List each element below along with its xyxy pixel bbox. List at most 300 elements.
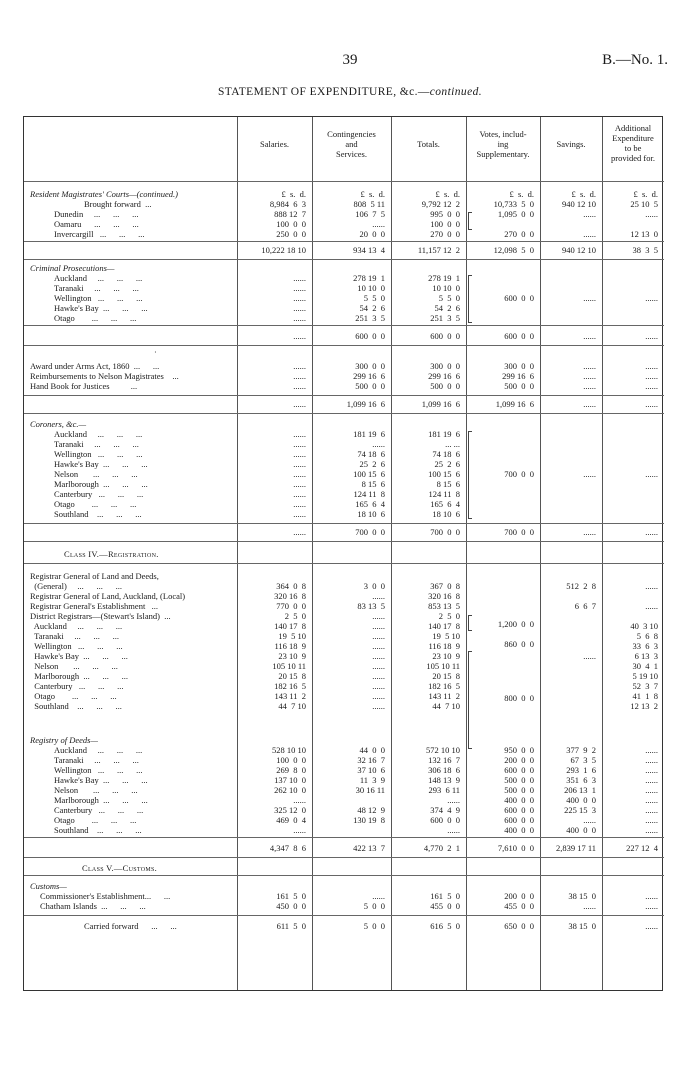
cell-sav: 225 15 3 bbox=[564, 805, 596, 815]
row-label: Nelson ... ... ... bbox=[54, 469, 138, 479]
row-divider bbox=[24, 181, 664, 182]
cell-add: 41 1 8 bbox=[632, 691, 658, 701]
cell-con: 25 2 6 bbox=[359, 459, 385, 469]
cell-con: 300 0 0 bbox=[355, 361, 385, 371]
cell-add: ...... bbox=[645, 755, 658, 765]
cell-vote: 500 0 0 bbox=[504, 785, 534, 795]
row-label: Wellington ... ... ... bbox=[30, 641, 123, 651]
cell-sal: ...... bbox=[293, 469, 306, 479]
cell-tot: 251 3 5 bbox=[430, 313, 460, 323]
cell-sav: 2,839 17 11 bbox=[555, 843, 596, 853]
cell-add: 25 10 5 bbox=[630, 199, 658, 209]
cell-add: ...... bbox=[645, 745, 658, 755]
row-label: Hawke's Bay ... ... ... bbox=[54, 775, 148, 785]
cell-add: 227 12 4 bbox=[626, 843, 658, 853]
cell-con: 10 10 0 bbox=[357, 283, 385, 293]
row-label: Registrar General's Establishment ... bbox=[30, 601, 159, 611]
cell-vote: 600 0 0 bbox=[504, 765, 534, 775]
cell-tot: 25 2 6 bbox=[434, 459, 460, 469]
cell-sav: ...... bbox=[583, 229, 596, 239]
cell-add: 52 3 7 bbox=[632, 681, 658, 691]
cell-tot: 306 18 6 bbox=[428, 765, 460, 775]
cell-con: 54 2 6 bbox=[359, 303, 385, 313]
row-label: Hawke's Bay ... ... ... bbox=[54, 303, 148, 313]
row-label: Marlborough ... ... ... bbox=[54, 479, 148, 489]
column-divider bbox=[540, 117, 541, 990]
row-divider bbox=[24, 837, 664, 838]
cell-sal: 10,222 18 10 bbox=[261, 245, 306, 255]
cell-sav: ...... bbox=[583, 361, 596, 371]
cell-vote: 500 0 0 bbox=[504, 775, 534, 785]
class-heading: Class V.—Customs. bbox=[82, 863, 158, 873]
cell-con: ...... bbox=[372, 611, 385, 621]
row-divider bbox=[24, 241, 664, 242]
cell-sal: ...... bbox=[293, 479, 306, 489]
cell-add: ...... bbox=[645, 765, 658, 775]
column-header: Savings. bbox=[556, 139, 586, 149]
cell-sal: 450 0 0 bbox=[276, 901, 306, 911]
row-divider bbox=[24, 857, 664, 858]
cell-sav: 38 15 0 bbox=[568, 921, 596, 931]
cell-tot: 161 5 0 bbox=[430, 891, 460, 901]
cell-con: 30 16 11 bbox=[355, 785, 385, 795]
section-heading: Customs— bbox=[30, 881, 67, 891]
cell-add: 33 6 3 bbox=[632, 641, 658, 651]
cell-con: 3 0 0 bbox=[363, 581, 385, 591]
brace bbox=[468, 212, 472, 230]
cell-sal: ...... bbox=[293, 331, 306, 341]
cell-tot: 600 0 0 bbox=[430, 331, 460, 341]
cell-sal: ...... bbox=[293, 825, 306, 835]
cell-sal: 105 10 11 bbox=[272, 661, 306, 671]
cell-sav: 293 1 6 bbox=[566, 765, 596, 775]
cell-sal: 20 15 8 bbox=[278, 671, 306, 681]
cell-tot: 616 5 0 bbox=[430, 921, 460, 931]
cell-add: ...... bbox=[645, 805, 658, 815]
row-label: Brought forward ... bbox=[84, 199, 152, 209]
cell-tot: 54 2 6 bbox=[434, 303, 460, 313]
row-label: Award under Arms Act, 1860 ... ... bbox=[30, 361, 160, 371]
row-label: Otago ... ... ... bbox=[30, 691, 117, 701]
cell-sav: 400 0 0 bbox=[566, 825, 596, 835]
cell-con: ...... bbox=[372, 631, 385, 641]
page-title bbox=[0, 86, 700, 98]
page-title-main: STATEMENT OF EXPENDITURE, &c.— bbox=[217, 86, 430, 98]
section-heading: Registry of Deeds— bbox=[30, 735, 98, 745]
brace bbox=[468, 615, 472, 631]
cell-sav: 377 9 2 bbox=[566, 745, 596, 755]
cell-add: ...... bbox=[645, 825, 658, 835]
cell-tot: 2 5 0 bbox=[438, 611, 460, 621]
cell-con: 130 19 8 bbox=[353, 815, 385, 825]
cell-tot: 572 10 10 bbox=[426, 745, 460, 755]
cell-tot: 20 15 8 bbox=[432, 671, 460, 681]
cell-con: 74 18 6 bbox=[357, 449, 385, 459]
cell-vote: 200 0 0 bbox=[504, 755, 534, 765]
row-label: Dunedin ... ... ... bbox=[54, 209, 139, 219]
cell-tot: 500 0 0 bbox=[430, 381, 460, 391]
cell-sav: 400 0 0 bbox=[566, 795, 596, 805]
cell-add: 6 13 3 bbox=[634, 651, 658, 661]
row-label: Oamaru ... ... ... bbox=[54, 219, 139, 229]
cell-tot: ...... bbox=[447, 825, 460, 835]
cell-vote: 400 0 0 bbox=[504, 825, 534, 835]
cell-tot: 300 0 0 bbox=[430, 361, 460, 371]
column-divider bbox=[466, 117, 467, 990]
cell-tot: 44 7 10 bbox=[432, 701, 460, 711]
cell-sal: 250 0 0 bbox=[276, 229, 306, 239]
cell-add: 5 6 8 bbox=[636, 631, 658, 641]
cell-sal: 888 12 7 bbox=[274, 209, 306, 219]
cell-tot: 4,770 2 1 bbox=[423, 843, 460, 853]
cell-con: ...... bbox=[372, 681, 385, 691]
cell-tot: 148 13 9 bbox=[428, 775, 460, 785]
cell-tot: 165 6 4 bbox=[430, 499, 460, 509]
cell-tot: ...... bbox=[447, 795, 460, 805]
cell-sal: ...... bbox=[293, 303, 306, 313]
cell-add: ...... bbox=[645, 331, 658, 341]
cell-con: 5 5 0 bbox=[363, 293, 385, 303]
cell-sal: 182 16 5 bbox=[274, 681, 306, 691]
cell-sav: 206 13 1 bbox=[564, 785, 596, 795]
cell-con: 106 7 5 bbox=[355, 209, 385, 219]
cell-sal: 140 17 8 bbox=[274, 621, 306, 631]
cell-sal: 269 8 0 bbox=[276, 765, 306, 775]
cell-con: 48 12 9 bbox=[357, 805, 385, 815]
cell-sav: ...... bbox=[583, 293, 596, 303]
cell-vote: 500 0 0 bbox=[504, 381, 534, 391]
cell-sav: ...... bbox=[583, 209, 596, 219]
cell-vote: 270 0 0 bbox=[504, 229, 534, 239]
cell-con: 700 0 0 bbox=[355, 527, 385, 537]
cell-vote: 455 0 0 bbox=[504, 901, 534, 911]
cell-sav: ...... bbox=[583, 331, 596, 341]
cell-tot: 143 11 2 bbox=[428, 691, 460, 701]
cell-tot: 140 17 8 bbox=[428, 621, 460, 631]
row-label: Nelson ... ... ... bbox=[54, 785, 138, 795]
cell-con: ...... bbox=[372, 701, 385, 711]
cell-con: 251 3 5 bbox=[355, 313, 385, 323]
row-label: Hand Book for Justices ... bbox=[30, 381, 138, 391]
cell-sal: ...... bbox=[293, 399, 306, 409]
cell-sal: ...... bbox=[293, 795, 306, 805]
cell-con: 44 0 0 bbox=[359, 745, 385, 755]
cell-sal: ...... bbox=[293, 429, 306, 439]
cell-con: ...... bbox=[372, 621, 385, 631]
cell-tot: 270 0 0 bbox=[430, 229, 460, 239]
cell-add: ...... bbox=[645, 399, 658, 409]
cell-add: ...... bbox=[645, 901, 658, 911]
cell-tot: 367 0 8 bbox=[430, 581, 460, 591]
section-heading: Resident Magistrates' Courts—(continued.) bbox=[30, 189, 178, 199]
cell-add: ...... bbox=[645, 775, 658, 785]
row-divider bbox=[24, 345, 664, 346]
cell-con: 32 16 7 bbox=[357, 755, 385, 765]
cell-con: ...... bbox=[372, 661, 385, 671]
cell-sal: 116 18 9 bbox=[274, 641, 306, 651]
cell-con: 124 11 8 bbox=[353, 489, 385, 499]
cell-sal: 161 5 0 bbox=[276, 891, 306, 901]
cell-tot: 100 15 6 bbox=[428, 469, 460, 479]
expenditure-table bbox=[23, 116, 663, 991]
cell-con: ...... bbox=[372, 219, 385, 229]
cell-vote: 299 16 6 bbox=[502, 371, 534, 381]
cell-sal: 770 0 0 bbox=[276, 601, 306, 611]
cell-vote: 600 0 0 bbox=[504, 805, 534, 815]
cell-tot: 18 10 6 bbox=[432, 509, 460, 519]
cell-sav: ...... bbox=[583, 381, 596, 391]
cell-add: ...... bbox=[645, 361, 658, 371]
cell-tot: 124 11 8 bbox=[428, 489, 460, 499]
cell-vote: 950 0 0 bbox=[504, 745, 534, 755]
cell-sav: 940 12 10 bbox=[562, 199, 596, 209]
row-label: (General) ... ... ... bbox=[30, 581, 123, 591]
row-label: Commissioner's Establishment... ... bbox=[40, 891, 171, 901]
cell-sal: 2 5 0 bbox=[284, 611, 306, 621]
cell-add: ...... bbox=[645, 785, 658, 795]
cell-add: 40 3 10 bbox=[630, 621, 658, 631]
column-divider bbox=[602, 117, 603, 990]
cell-sal: ...... bbox=[293, 381, 306, 391]
cell-con: ...... bbox=[372, 591, 385, 601]
cell-con: 181 19 6 bbox=[353, 429, 385, 439]
coroner-vote: 700 0 0 bbox=[504, 469, 534, 479]
cell-tot: 181 19 6 bbox=[428, 429, 460, 439]
currency-header: £ s. d. bbox=[571, 189, 596, 199]
cell-vote: 600 0 0 bbox=[504, 331, 534, 341]
currency-header: £ s. d. bbox=[281, 189, 306, 199]
row-label: Southland ... ... ... bbox=[30, 701, 122, 711]
row-divider bbox=[24, 915, 664, 916]
currency-header: £ s. d. bbox=[435, 189, 460, 199]
column-divider bbox=[237, 117, 238, 990]
cell-tot: 1,099 16 6 bbox=[421, 399, 460, 409]
cell-vote: 200 0 0 bbox=[504, 891, 534, 901]
cell-add: ...... bbox=[645, 921, 658, 931]
row-label: Canterbury ... ... ... bbox=[30, 681, 124, 691]
cell-sal: 100 0 0 bbox=[276, 219, 306, 229]
cell-tot: 8 15 6 bbox=[436, 479, 460, 489]
row-label: Nelson ... ... ... bbox=[30, 661, 118, 671]
cell-sal: ...... bbox=[293, 361, 306, 371]
cell-add: ...... bbox=[645, 381, 658, 391]
cell-con: ...... bbox=[372, 891, 385, 901]
row-label: Wellington ... ... ... bbox=[54, 765, 143, 775]
cell-sal: ...... bbox=[293, 439, 306, 449]
cell-add: ...... bbox=[645, 581, 658, 591]
row-label: Taranaki ... ... ... bbox=[54, 755, 139, 765]
cell-add: 5 19 10 bbox=[632, 671, 658, 681]
cell-tot: 320 16 8 bbox=[428, 591, 460, 601]
column-header: Salaries. bbox=[259, 139, 290, 149]
cell-sal: ...... bbox=[293, 459, 306, 469]
row-label: Auckland ... ... ... bbox=[54, 745, 143, 755]
cell-con: 934 13 4 bbox=[353, 245, 385, 255]
cell-sal: 137 10 0 bbox=[274, 775, 306, 785]
cell-add: ...... bbox=[645, 891, 658, 901]
cell-sal: ...... bbox=[293, 371, 306, 381]
document-reference: B.—No. 1. bbox=[602, 52, 668, 68]
row-label: Taranaki ... ... ... bbox=[30, 631, 119, 641]
cell-sal: ...... bbox=[293, 489, 306, 499]
cell-con: ...... bbox=[372, 641, 385, 651]
row-label: Wellington ... ... ... bbox=[54, 293, 143, 303]
cell-con: 100 15 6 bbox=[353, 469, 385, 479]
cell-sal: ...... bbox=[293, 527, 306, 537]
cell-con: 20 0 0 bbox=[359, 229, 385, 239]
cell-sav: 6 6 7 bbox=[574, 601, 596, 611]
cell-con: ...... bbox=[372, 691, 385, 701]
cell-add: 12 13 0 bbox=[630, 229, 658, 239]
row-divider bbox=[24, 413, 664, 414]
cell-add: ...... bbox=[645, 815, 658, 825]
cell-add: ...... bbox=[645, 293, 658, 303]
cell-tot: 293 6 11 bbox=[428, 785, 460, 795]
cell-sav: 512 2 8 bbox=[566, 581, 596, 591]
cell-vote: 700 0 0 bbox=[504, 527, 534, 537]
cell-vote: 12,098 5 0 bbox=[493, 245, 534, 255]
column-divider bbox=[312, 117, 313, 990]
cell-vote: 10,733 5 0 bbox=[493, 199, 534, 209]
cell-tot: 23 10 9 bbox=[432, 651, 460, 661]
cell-tot: 100 0 0 bbox=[430, 219, 460, 229]
cell-vote: 600 0 0 bbox=[504, 815, 534, 825]
cell-sav: ...... bbox=[583, 651, 596, 661]
class-heading: Class IV.—Registration. bbox=[64, 549, 159, 559]
page-number: 39 bbox=[342, 52, 358, 68]
row-label: District Registrars—(Stewart's Island) ... bbox=[30, 611, 171, 621]
row-label: Chatham Islands ... ... ... bbox=[40, 901, 146, 911]
cell-add: ...... bbox=[645, 527, 658, 537]
row-label: Registrar General of Land and Deeds, bbox=[30, 571, 159, 581]
cell-sav: ...... bbox=[583, 371, 596, 381]
cell-sal: 100 0 0 bbox=[276, 755, 306, 765]
cell-sal: 611 5 0 bbox=[276, 921, 306, 931]
cell-sal: 8,984 6 3 bbox=[269, 199, 306, 209]
cell-sal: ...... bbox=[293, 449, 306, 459]
cell-add: 38 3 5 bbox=[632, 245, 658, 255]
separator-dot: · bbox=[154, 347, 157, 357]
row-label: Marlborough ... ... ... bbox=[30, 671, 128, 681]
cell-sav: 38 15 0 bbox=[568, 891, 596, 901]
cell-con: 278 19 1 bbox=[353, 273, 385, 283]
cell-sal: 44 7 10 bbox=[278, 701, 306, 711]
cell-tot: 374 4 9 bbox=[430, 805, 460, 815]
row-label: Otago ... ... ... bbox=[54, 499, 137, 509]
cell-tot: 700 0 0 bbox=[430, 527, 460, 537]
cell-con: ...... bbox=[372, 671, 385, 681]
cell-tot: ... ... bbox=[445, 439, 460, 449]
cell-tot: 299 16 6 bbox=[428, 371, 460, 381]
row-label: Wellington ... ... ... bbox=[54, 449, 143, 459]
row-label: Taranaki ... ... ... bbox=[54, 439, 139, 449]
cell-sal: 528 10 10 bbox=[272, 745, 306, 755]
cell-con: 37 10 6 bbox=[357, 765, 385, 775]
cell-con: 299 16 6 bbox=[353, 371, 385, 381]
cell-add: ...... bbox=[645, 469, 658, 479]
cell-tot: 116 18 9 bbox=[428, 641, 460, 651]
cell-tot: 19 5 10 bbox=[432, 631, 460, 641]
page-title-suffix: continued. bbox=[429, 86, 483, 98]
cell-tot: 853 13 5 bbox=[428, 601, 460, 611]
cell-add: 30 4 1 bbox=[632, 661, 658, 671]
cell-vote: 1,095 0 0 bbox=[497, 209, 534, 219]
row-label: Invercargill ... ... ... bbox=[54, 229, 145, 239]
cell-con: 11 3 9 bbox=[359, 775, 385, 785]
cell-sal: ...... bbox=[293, 293, 306, 303]
cell-con: 808 5 11 bbox=[353, 199, 385, 209]
row-label: Hawke's Bay ... ... ... bbox=[30, 651, 128, 661]
cell-tot: 455 0 0 bbox=[430, 901, 460, 911]
row-divider bbox=[24, 541, 664, 542]
row-divider bbox=[24, 259, 664, 260]
cell-con: 500 0 0 bbox=[355, 381, 385, 391]
cell-tot: 995 0 0 bbox=[430, 209, 460, 219]
cell-sal: 262 10 0 bbox=[274, 785, 306, 795]
cell-con: 1,099 16 6 bbox=[346, 399, 385, 409]
cell-con: 165 6 4 bbox=[355, 499, 385, 509]
cell-con: 18 10 6 bbox=[357, 509, 385, 519]
cell-add: 12 13 2 bbox=[630, 701, 658, 711]
cell-con: 422 13 7 bbox=[353, 843, 385, 853]
cell-tot: 278 19 1 bbox=[428, 273, 460, 283]
cell-sal: 469 0 4 bbox=[276, 815, 306, 825]
row-divider bbox=[24, 523, 664, 524]
cell-vote: 1,099 16 6 bbox=[495, 399, 534, 409]
row-label: Registrar General of Land, Auckland, (Local) bbox=[30, 591, 186, 601]
column-header: Totals. bbox=[417, 139, 440, 149]
row-label: Canterbury ... ... ... bbox=[54, 805, 144, 815]
reg-vote-general: 1,200 0 0 bbox=[497, 619, 534, 629]
cell-sav: ...... bbox=[583, 815, 596, 825]
cell-sav: ...... bbox=[583, 527, 596, 537]
cell-sal: 23 10 9 bbox=[278, 651, 306, 661]
cell-add: ...... bbox=[645, 795, 658, 805]
cell-add: ...... bbox=[645, 601, 658, 611]
row-divider bbox=[24, 325, 664, 326]
column-header: Additional Expenditure to be provided for. bbox=[611, 123, 655, 163]
cell-tot: 182 16 5 bbox=[428, 681, 460, 691]
cell-con: ...... bbox=[372, 651, 385, 661]
cell-sal: 325 12 0 bbox=[274, 805, 306, 815]
cell-con: 83 13 5 bbox=[357, 601, 385, 611]
cell-sal: ...... bbox=[293, 283, 306, 293]
currency-header: £ s. d. bbox=[509, 189, 534, 199]
row-label: Carried forward ... ... bbox=[84, 921, 177, 931]
row-label: Hawke's Bay ... ... ... bbox=[54, 459, 148, 469]
row-label: Auckland ... ... ... bbox=[54, 429, 143, 439]
row-divider bbox=[24, 563, 664, 564]
row-label: Otago ... ... ... bbox=[54, 815, 137, 825]
cell-sav: 351 6 3 bbox=[566, 775, 596, 785]
cell-con: ...... bbox=[372, 439, 385, 449]
row-label: Taranaki ... ... ... bbox=[54, 283, 139, 293]
cell-tot: 132 16 7 bbox=[428, 755, 460, 765]
row-divider bbox=[24, 395, 664, 396]
row-label: Marlborough ... ... ... bbox=[54, 795, 148, 805]
reg-vote-establishment: 860 0 0 bbox=[504, 639, 534, 649]
row-label: Auckland ... ... ... bbox=[54, 273, 143, 283]
cell-vote: 300 0 0 bbox=[504, 361, 534, 371]
cell-con: 5 0 0 bbox=[363, 921, 385, 931]
cell-add: ...... bbox=[645, 209, 658, 219]
cell-sal: 364 0 8 bbox=[276, 581, 306, 591]
cell-tot: 10 10 0 bbox=[432, 283, 460, 293]
cell-add: ...... bbox=[645, 371, 658, 381]
row-label: Auckland ... ... ... bbox=[30, 621, 123, 631]
cell-sal: ...... bbox=[293, 509, 306, 519]
cell-sal: 19 5 10 bbox=[278, 631, 306, 641]
